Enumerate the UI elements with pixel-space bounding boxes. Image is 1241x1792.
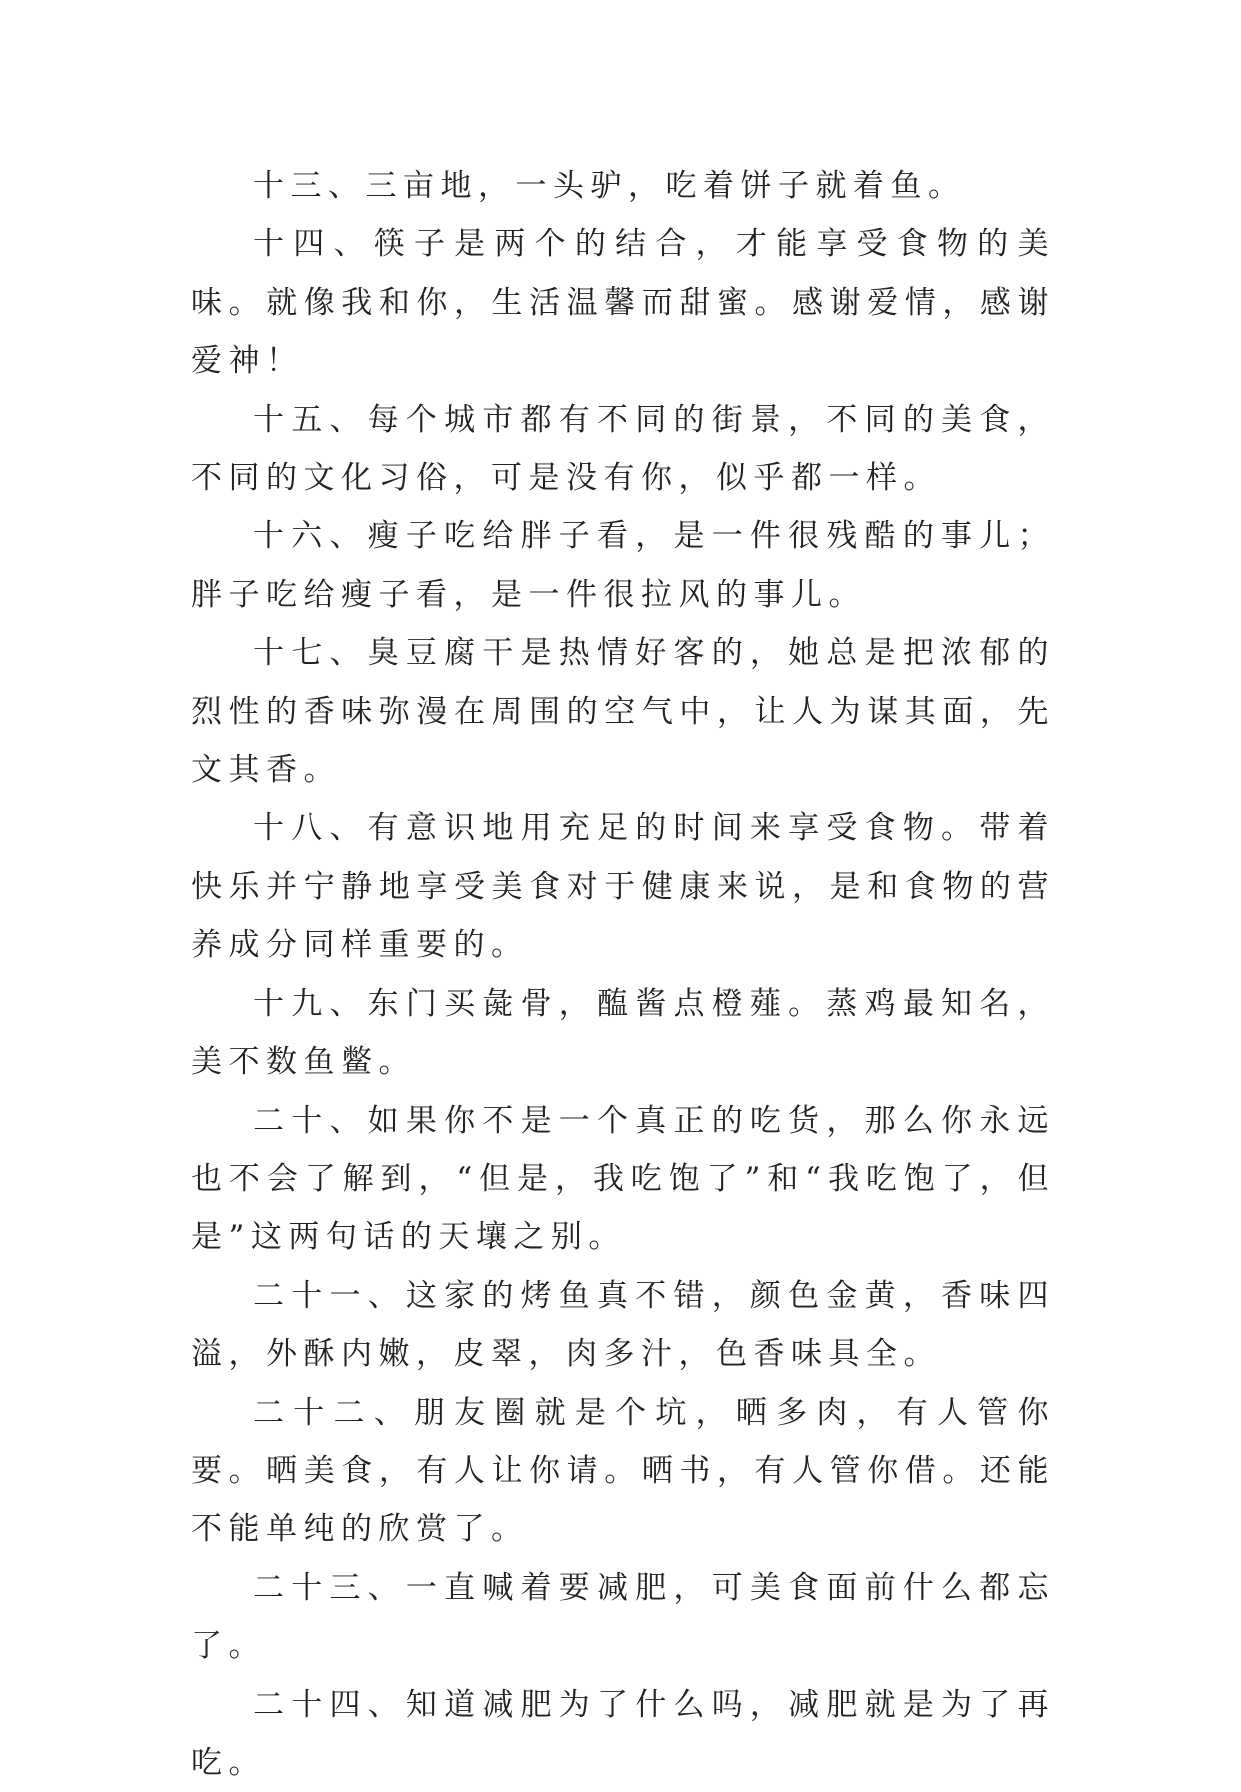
paragraph-14: 十四、筷子是两个的结合，才能享受食物的美味。就像我和你，生活温馨而甜蜜。感谢爱情，感谢爱神！ [191, 226, 1055, 380]
paragraph-15: 十五、每个城市都有不同的街景，不同的美食，不同的文化习俗，可是没有你，似乎都一样。 [191, 401, 1055, 497]
paragraph-13: 十三、三亩地，一头驴，吃着饼子就着鱼。 [253, 168, 966, 204]
paragraph-21: 二十一、这家的烤鱼真不错，颜色金黄，香味四溢，外酥内嫩，皮翠，肉多汁，色香味具全。 [191, 1277, 1055, 1373]
paragraph-18: 十八、有意识地用充足的时间来享受食物。带着快乐并宁静地享受美食对于健康来说，是和食物的营养成分同样重要的。 [191, 810, 1055, 964]
paragraph-24: 二十四、知道减肥为了什么吗，减肥就是为了再吃。 [191, 1686, 1055, 1781]
document-body [191, 157, 1055, 1792]
paragraph-22: 二十二、朋友圈就是个坑，晒多肉，有人管你要。晒美食，有人让你请。晒书，有人管你借。还能不能单纯的欣赏了。 [191, 1394, 1055, 1548]
paragraph-20: 二十、如果你不是一个真正的吃货，那么你永远也不会了解到，“但是，我吃饱了”和“我吃饱了，但是”这两句话的天壤之别。 [191, 1102, 1055, 1256]
paragraph-17: 十七、臭豆腐干是热情好客的，她总是把浓郁的烈性的香味弥漫在周围的空气中，让人为谋其面，先文其香。 [191, 635, 1055, 789]
paragraph-19: 十九、东门买彘骨，醢酱点橙薤。蒸鸡最知名，美不数鱼鳖。 [191, 985, 1055, 1081]
paragraph-16: 十六、瘦子吃给胖子看，是一件很残酷的事儿；胖子吃给瘦子看，是一件很拉风的事儿。 [191, 518, 1055, 613]
paragraph-23: 二十三、一直喊着要减肥，可美食面前什么都忘了。 [191, 1569, 1055, 1665]
